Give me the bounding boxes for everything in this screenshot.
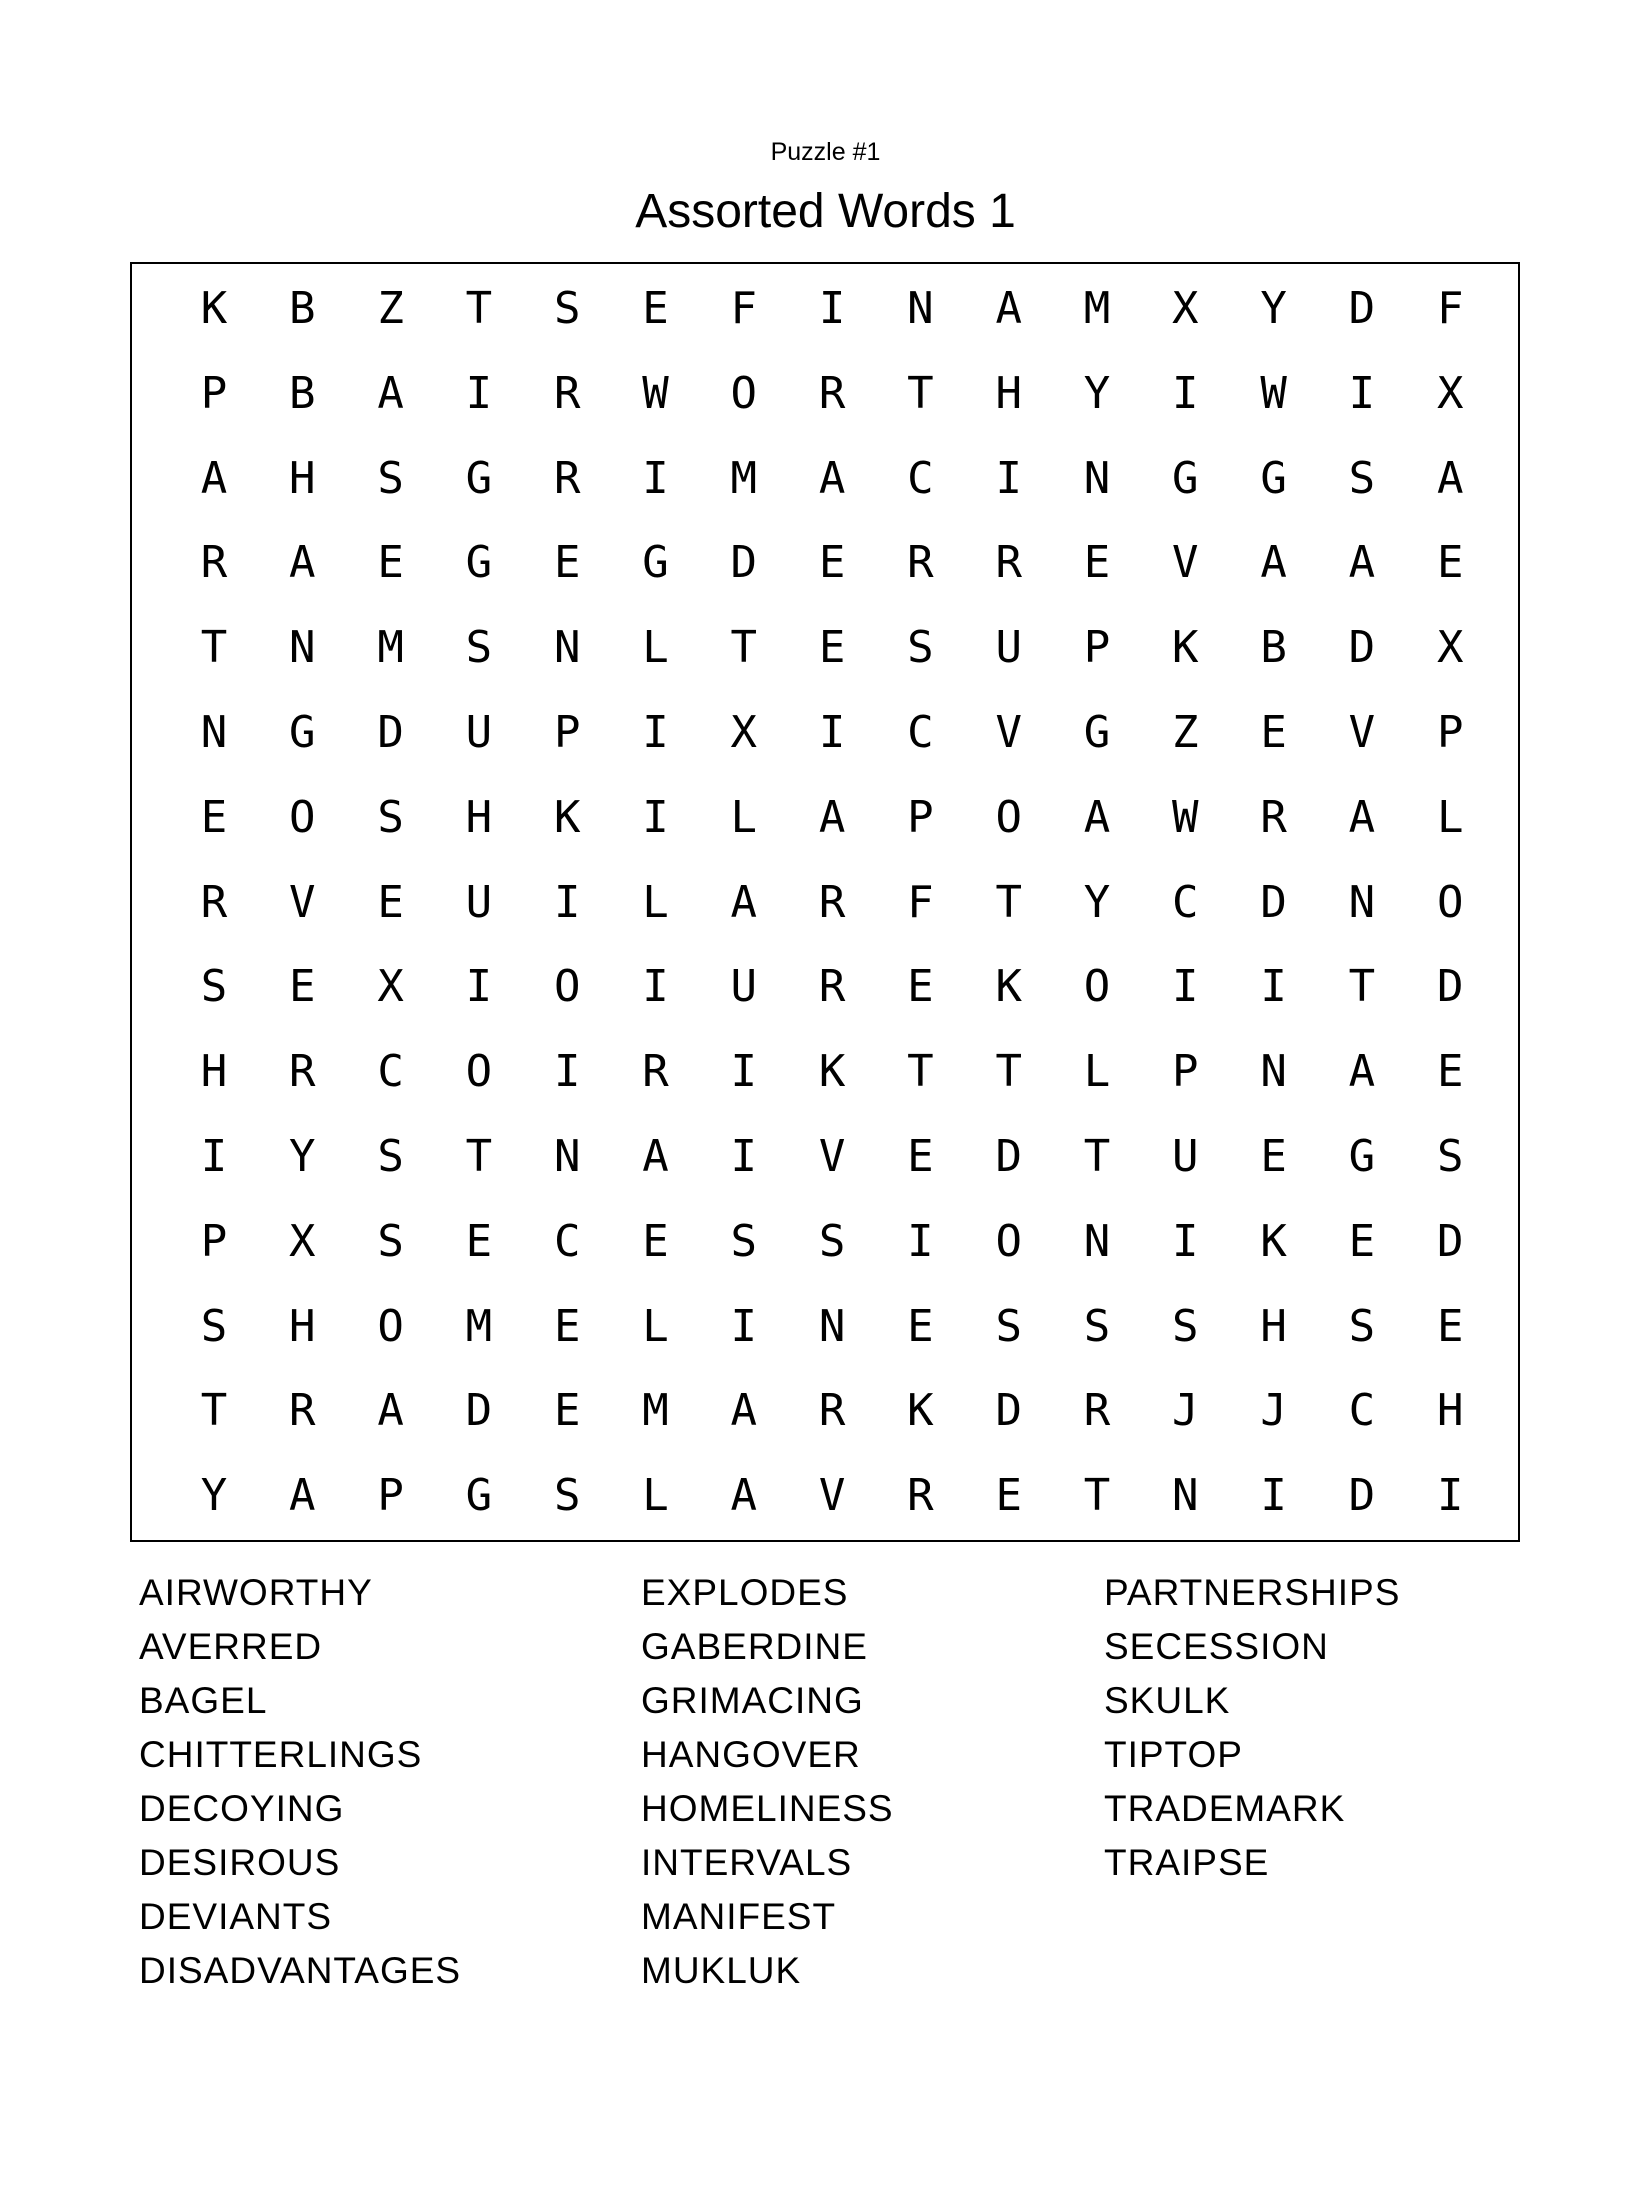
grid-cell[interactable]: I [642, 452, 669, 504]
grid-cell[interactable]: X [1436, 367, 1464, 419]
grid-cell[interactable]: I [1260, 1470, 1287, 1522]
grid-cell[interactable]: A [200, 452, 228, 504]
grid-cell[interactable]: D [1348, 283, 1376, 334]
grid-cell[interactable]: M [465, 1300, 493, 1352]
grid-cell[interactable]: O [465, 1046, 493, 1098]
grid-cell[interactable]: Y [1083, 876, 1111, 928]
grid-cell[interactable]: M [642, 1385, 669, 1437]
grid-cell[interactable]: R [1083, 1385, 1111, 1437]
grid-cell[interactable]: O [995, 1215, 1022, 1267]
grid-cell[interactable]: I [553, 876, 581, 928]
grid-cell[interactable]: S [465, 622, 493, 674]
word-list-column [641, 1566, 894, 1998]
word-list-item: DECOYING [139, 1788, 345, 1829]
grid-cell[interactable]: P [200, 1215, 228, 1267]
grid-cell[interactable]: I [465, 961, 493, 1013]
grid-cell[interactable]: D [1436, 961, 1464, 1013]
grid-cell[interactable]: T [1348, 961, 1376, 1013]
grid-cell[interactable]: F [907, 876, 934, 928]
word-list-item: TRADEMARK [1104, 1788, 1346, 1829]
grid-cell[interactable]: I [200, 1131, 228, 1182]
word-list-item: GRIMACING [641, 1680, 864, 1721]
grid-cell[interactable]: A [995, 283, 1022, 334]
grid-cell[interactable]: X [730, 707, 758, 758]
grid-cell[interactable]: K [907, 1385, 934, 1437]
grid-cell[interactable]: N [818, 1300, 846, 1352]
grid-cell[interactable]: U [1172, 1131, 1199, 1182]
word-list-item: GABERDINE [641, 1626, 868, 1667]
grid-cell[interactable]: O [553, 961, 581, 1013]
grid-cell[interactable]: L [642, 1470, 669, 1522]
grid-cell[interactable]: P [1083, 622, 1111, 674]
grid-cell[interactable]: M [377, 622, 404, 674]
grid-cell[interactable]: I [730, 1300, 758, 1352]
grid-cell[interactable]: Z [377, 283, 404, 334]
grid-cell[interactable]: K [1172, 622, 1199, 674]
grid-cell[interactable]: E [1348, 1215, 1376, 1267]
grid-cell[interactable]: W [1260, 367, 1287, 419]
word-list-item: MUKLUK [641, 1950, 802, 1991]
grid-cell[interactable]: K [553, 791, 581, 843]
grid-cell[interactable]: H [1260, 1300, 1287, 1352]
grid-cell[interactable]: I [642, 707, 669, 758]
grid-cell[interactable]: I [818, 707, 846, 758]
grid-cell[interactable]: V [818, 1131, 846, 1182]
grid-cell[interactable]: D [730, 537, 758, 589]
word-list-item: EXPLODES [641, 1572, 849, 1613]
grid-cell[interactable]: L [642, 1300, 669, 1352]
puzzle-number: Puzzle #1 [770, 138, 881, 166]
grid-cell[interactable]: N [200, 707, 228, 758]
grid-cell[interactable]: A [289, 1470, 316, 1522]
grid-cell[interactable]: P [1436, 707, 1464, 758]
grid-cell[interactable]: T [995, 876, 1022, 928]
grid-cell[interactable]: K [995, 961, 1022, 1013]
grid-cell[interactable]: M [1083, 283, 1111, 334]
grid-cell[interactable]: D [995, 1131, 1022, 1182]
grid-cell[interactable]: I [1348, 367, 1376, 419]
grid-cell[interactable]: S [1348, 1300, 1376, 1352]
grid-cell[interactable]: N [553, 622, 581, 674]
grid-cell[interactable]: O [1436, 876, 1464, 928]
grid-cell[interactable]: V [289, 876, 316, 928]
grid-cell[interactable]: W [1172, 791, 1199, 843]
grid-cell[interactable]: E [553, 1385, 581, 1437]
grid-cell[interactable]: R [553, 452, 581, 504]
grid-cell[interactable]: E [200, 791, 228, 843]
grid-cell[interactable]: O [1083, 961, 1111, 1013]
grid-cell[interactable]: I [553, 1046, 581, 1098]
grid-cell[interactable]: L [642, 622, 669, 674]
grid-cell[interactable]: E [553, 537, 581, 589]
grid-cell[interactable]: E [818, 622, 846, 674]
grid-cell[interactable]: G [1172, 452, 1199, 504]
grid-cell[interactable]: C [1348, 1385, 1376, 1437]
grid-cell[interactable]: V [1348, 707, 1376, 758]
grid-cell[interactable]: I [995, 452, 1022, 504]
grid-cell[interactable]: D [1348, 622, 1376, 674]
grid-cell[interactable]: K [1260, 1215, 1287, 1267]
grid-cell[interactable]: M [730, 452, 758, 504]
grid-cell[interactable]: S [200, 1300, 228, 1352]
grid-cell[interactable]: N [553, 1131, 581, 1182]
grid-cell[interactable]: G [465, 537, 493, 589]
grid-cell[interactable]: A [1348, 537, 1376, 589]
grid-cell[interactable]: T [907, 1046, 934, 1098]
grid-cell[interactable]: G [465, 1470, 493, 1522]
grid-cell[interactable]: S [377, 791, 404, 843]
grid-cell[interactable]: N [1260, 1046, 1287, 1098]
word-list-item: TRAIPSE [1104, 1842, 1270, 1883]
grid-cell[interactable]: A [1436, 452, 1464, 504]
grid-cell[interactable]: E [642, 1215, 669, 1267]
grid-cell[interactable]: E [553, 1300, 581, 1352]
grid-cell[interactable]: U [730, 961, 758, 1013]
grid-cell[interactable]: A [1348, 791, 1376, 843]
grid-cell[interactable]: I [465, 367, 493, 419]
grid-cell[interactable]: X [377, 961, 404, 1013]
grid-cell[interactable]: T [730, 622, 758, 674]
grid-cell[interactable]: C [1172, 876, 1199, 928]
grid-cell[interactable]: E [377, 537, 404, 589]
grid-cell[interactable]: I [1172, 367, 1199, 419]
grid-cell[interactable]: E [1436, 1046, 1464, 1098]
grid-cell[interactable]: R [642, 1046, 669, 1098]
grid-cell[interactable]: A [730, 876, 758, 928]
grid-cell[interactable]: Z [1172, 707, 1199, 758]
grid-cell[interactable]: B [1260, 622, 1287, 674]
grid-cell[interactable]: V [995, 707, 1022, 758]
grid-cell[interactable]: Y [200, 1470, 228, 1522]
grid-cell[interactable]: I [907, 1215, 934, 1267]
grid-cell[interactable]: G [642, 537, 669, 589]
grid-cell[interactable]: I [730, 1131, 758, 1182]
grid-cell[interactable]: D [995, 1385, 1022, 1437]
grid-cell[interactable]: S [377, 1131, 404, 1182]
grid-cell[interactable]: E [377, 876, 404, 928]
grid-cell[interactable]: I [642, 791, 669, 843]
word-list-item: DESIROUS [139, 1842, 341, 1883]
grid-cell[interactable]: X [289, 1215, 316, 1267]
grid-cell[interactable]: N [907, 283, 934, 334]
grid-cell[interactable]: N [1083, 452, 1111, 504]
grid-cell[interactable]: S [1436, 1131, 1464, 1182]
grid-cell[interactable]: E [465, 1215, 493, 1267]
grid-cell[interactable]: I [1436, 1470, 1464, 1522]
grid-cell[interactable]: S [200, 961, 228, 1013]
grid-cell[interactable]: A [377, 1385, 404, 1437]
grid-cell[interactable]: E [1436, 1300, 1464, 1352]
grid-cell[interactable]: X [1172, 283, 1199, 334]
word-list-item: MANIFEST [641, 1896, 837, 1937]
grid-cell[interactable]: S [553, 283, 581, 334]
grid-cell[interactable]: T [907, 367, 934, 419]
grid-cell[interactable]: R [200, 537, 228, 589]
grid-cell[interactable]: L [1083, 1046, 1111, 1098]
grid-cell[interactable]: C [907, 452, 934, 504]
grid-cell[interactable]: R [995, 537, 1022, 589]
grid-cell[interactable]: D [1436, 1215, 1464, 1267]
grid-cell[interactable]: G [289, 707, 316, 758]
grid-cell[interactable]: S [818, 1215, 846, 1267]
grid-cell[interactable]: R [907, 1470, 934, 1522]
grid-cell[interactable]: A [730, 1470, 758, 1522]
grid-cell[interactable]: T [465, 1131, 493, 1182]
grid-cell[interactable]: F [1436, 283, 1464, 334]
word-list-item: SECESSION [1104, 1626, 1329, 1667]
grid-cell[interactable]: T [995, 1046, 1022, 1098]
grid-cell[interactable]: A [1348, 1046, 1376, 1098]
grid-cell[interactable]: D [465, 1385, 493, 1437]
grid-cell[interactable]: T [1083, 1131, 1111, 1182]
grid-cell[interactable]: R [1260, 791, 1287, 843]
grid-cell[interactable]: U [995, 622, 1022, 674]
grid-cell[interactable]: T [200, 1385, 228, 1437]
grid-cell[interactable]: E [1260, 707, 1287, 758]
grid-cell[interactable]: K [818, 1046, 846, 1098]
grid-cell[interactable]: C [553, 1215, 581, 1267]
grid-cell[interactable]: T [1083, 1470, 1111, 1522]
grid-cell[interactable]: J [1260, 1385, 1287, 1437]
word-list-item: TIPTOP [1104, 1734, 1243, 1775]
grid-cell[interactable]: G [465, 452, 493, 504]
grid-cell[interactable]: R [553, 367, 581, 419]
word-list-item: AVERRED [139, 1626, 323, 1667]
grid-cell[interactable]: N [1348, 876, 1376, 928]
word-search-grid-box [130, 262, 1520, 1542]
grid-cell[interactable]: E [642, 283, 669, 334]
grid-cell[interactable]: E [1436, 537, 1464, 589]
word-list-item: DISADVANTAGES [139, 1950, 462, 1991]
grid-cell[interactable]: L [1436, 791, 1464, 843]
grid-cell[interactable]: W [642, 367, 669, 419]
grid-cell[interactable]: C [377, 1046, 404, 1098]
word-list-item: PARTNERSHIPS [1104, 1572, 1401, 1613]
grid-cell[interactable]: O [289, 791, 316, 843]
grid-cell[interactable]: G [1348, 1131, 1376, 1182]
word-list-column [1104, 1566, 1400, 1890]
word-list-column [139, 1566, 461, 1998]
grid-cell[interactable]: A [818, 452, 846, 504]
grid-cell[interactable]: A [377, 367, 404, 419]
grid-cell[interactable]: U [465, 707, 493, 758]
grid-cell[interactable]: R [818, 876, 846, 928]
grid-cell[interactable]: G [1083, 707, 1111, 758]
grid-cell[interactable]: B [289, 283, 316, 334]
puzzle-title: Assorted Words 1 [635, 185, 1016, 238]
grid-cell[interactable]: D [1260, 876, 1287, 928]
grid-cell[interactable]: E [289, 961, 316, 1013]
word-list-item: INTERVALS [641, 1842, 853, 1883]
grid-cell[interactable]: G [1260, 452, 1287, 504]
grid-cell[interactable]: H [995, 367, 1022, 419]
grid-cell[interactable]: N [1172, 1470, 1199, 1522]
grid-cell[interactable]: L [642, 876, 669, 928]
grid-cell[interactable]: I [1260, 961, 1287, 1013]
grid-cell[interactable]: E [907, 961, 934, 1013]
grid-cell[interactable]: R [818, 367, 846, 419]
grid-cell[interactable]: S [1083, 1300, 1111, 1352]
grid-cell[interactable]: A [289, 537, 316, 589]
grid-cell[interactable]: Y [1260, 283, 1287, 334]
grid-cell[interactable]: E [1260, 1131, 1287, 1182]
grid-cell[interactable]: F [730, 283, 758, 334]
grid-cell[interactable]: S [730, 1215, 758, 1267]
grid-cell[interactable]: L [730, 791, 758, 843]
grid-cell[interactable]: I [818, 283, 846, 334]
grid-cell[interactable]: S [995, 1300, 1022, 1352]
grid-cell[interactable]: P [377, 1470, 404, 1522]
grid-cell[interactable]: R [818, 961, 846, 1013]
grid-cell[interactable]: A [818, 791, 846, 843]
word-list-item: CHITTERLINGS [139, 1734, 423, 1775]
grid-cell[interactable]: S [907, 622, 934, 674]
word-list-item: SKULK [1104, 1680, 1231, 1721]
word-list-item: DEVIANTS [139, 1896, 333, 1937]
grid-cell[interactable]: P [1172, 1046, 1199, 1098]
grid-cell[interactable]: E [995, 1470, 1022, 1522]
grid-cell[interactable]: K [200, 283, 228, 334]
grid-cell[interactable]: V [1172, 537, 1199, 589]
grid-cell[interactable]: A [730, 1385, 758, 1437]
word-list-item: HANGOVER [641, 1734, 861, 1775]
grid-cell[interactable]: D [1348, 1470, 1376, 1522]
grid-cell[interactable]: A [1083, 791, 1111, 843]
grid-cell[interactable]: Y [289, 1131, 316, 1182]
grid-cell[interactable]: J [1172, 1385, 1199, 1437]
grid-cell[interactable]: R [289, 1046, 316, 1098]
grid-cell[interactable]: O [995, 791, 1022, 843]
grid-cell[interactable]: S [1172, 1300, 1199, 1352]
grid-cell[interactable]: U [465, 876, 493, 928]
word-list-item: HOMELINESS [641, 1788, 894, 1829]
grid-cell[interactable]: D [377, 707, 404, 758]
grid-cell[interactable]: E [907, 1300, 934, 1352]
grid-cell[interactable]: R [200, 876, 228, 928]
grid-cell[interactable]: E [818, 537, 846, 589]
grid-cell[interactable]: X [1436, 622, 1464, 674]
grid-cell[interactable]: H [289, 1300, 316, 1352]
grid-cell[interactable]: S [553, 1470, 581, 1522]
grid-cell[interactable]: I [642, 961, 669, 1013]
grid-cell[interactable]: T [465, 283, 493, 334]
grid-cell[interactable]: V [818, 1470, 846, 1522]
grid-cell[interactable]: H [200, 1046, 228, 1098]
grid-cell[interactable]: N [1083, 1215, 1111, 1267]
grid-cell[interactable]: T [200, 622, 228, 674]
grid-cell[interactable]: O [377, 1300, 404, 1352]
grid-cell[interactable]: O [730, 367, 758, 419]
grid-cell[interactable]: B [289, 367, 316, 419]
grid-cell[interactable]: R [907, 537, 934, 589]
grid-cell[interactable]: P [907, 791, 934, 843]
grid-cell[interactable]: S [377, 452, 404, 504]
grid-cell[interactable]: I [1172, 961, 1199, 1013]
word-list-item: BAGEL [139, 1680, 268, 1721]
grid-cell[interactable]: I [730, 1046, 758, 1098]
grid-cell[interactable]: S [1348, 452, 1376, 504]
grid-cell[interactable]: H [289, 452, 316, 504]
grid-cell[interactable]: R [818, 1385, 846, 1437]
grid-cell[interactable]: P [553, 707, 581, 758]
grid-cell[interactable]: Y [1083, 367, 1111, 419]
grid-cell[interactable]: E [1083, 537, 1111, 589]
grid-cell[interactable]: E [907, 1131, 934, 1182]
grid-cell[interactable]: I [1172, 1215, 1199, 1267]
grid-cell[interactable]: A [642, 1131, 669, 1182]
word-list [0, 1566, 1651, 1996]
grid-cell[interactable]: R [289, 1385, 316, 1437]
word-list-item: AIRWORTHY [139, 1572, 373, 1613]
grid-cell[interactable]: S [377, 1215, 404, 1267]
grid-cell[interactable]: A [1260, 537, 1287, 589]
grid-cell[interactable]: H [465, 791, 493, 843]
grid-cell[interactable]: N [289, 622, 316, 674]
grid-cell[interactable]: H [1436, 1385, 1464, 1437]
grid-cell[interactable]: P [200, 367, 228, 419]
grid-cell[interactable]: C [907, 707, 934, 758]
